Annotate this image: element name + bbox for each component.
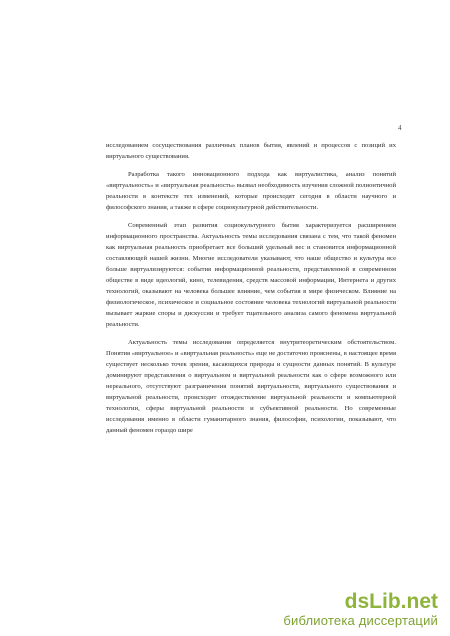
paragraph-2: Разработка такого инновационного подхода как виртуалистика, анализ понятий «виртуальность» и «виртуальная реальность» вызвал необходимость изучения сложной полионтичной реальности в контексте тех изменений, которые происходят сегодня в области научного и философского знания, а также в сфере социокультурной действительности. [106,171,396,211]
paragraph-1: исследованием сосуществования различных планов бытия, явлений и процессов с позиций их виртуального существования. [106,142,396,160]
document-body [106,140,396,443]
watermark-brand: dsLib.net [344,590,438,613]
paragraph-4: Актуальность темы исследования определяется внутритеоретическим обстоятельством. Понятия «виртуальное» и «виртуальная реальность» еще не достаточно прояснены, в настоящее время существует несколько точек зрения, касающихся природы и сущности данных понятий. В культуре доминируют представления о виртуальном и виртуальной реальности как о сфере возможного или нереального, отсутствуют разграничения понятий виртуальности, виртуального существования и виртуальной реальности, происходит отождествление виртуальной реальности и компьютерной технологии, сферы виртуальной реальности и субъективной реальности. Но современные исследования именно в области гуманитарного знания, философии, психологии, показывают, что данный феномен гораздо шире [106,339,396,434]
page-number: 4 [398,124,402,132]
dslib-watermark-logo[interactable] [283,591,438,628]
watermark-subtitle: библиотека диссертаций [283,613,438,628]
paragraph-3: Современный этап развития социокультурного бытия характеризуется расширением информационного пространства. Актуальность темы исследования связана с тем, что такой феномен как виртуальная реальность приобретает все больший удельный вес и становится информационной составляющей нашей жизни. Многие исследователи указывают, что наше общество и культура все больше виртуализируются: события информационной реальности, представленной в современном обществе в виде идеологий, кино, телевидения, средств массовой информации, Интернета и других технологий, оказывают на человека большее влияние, чем события в мире физическом. Влияние на физиологическое, психическое и социальное состояние человека технологий виртуальной реальности вызывает жаркие споры и дискуссии и требует тщательного анализа самого феномена виртуальной реальности. [106,222,396,328]
